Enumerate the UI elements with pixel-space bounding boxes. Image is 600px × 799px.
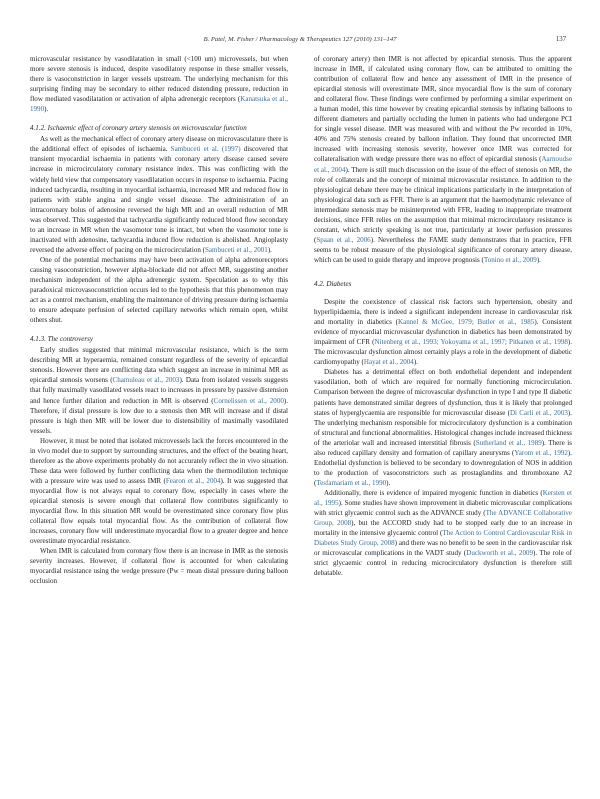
paragraph: Early studies suggested that minimal microvascular resistance, which is the term describing MR at hyperaemia, remained constant regardless of the severity of epicardial stenosis. However there are conflicting data which suggest an increase in minimal MR as epicardial stenosis worsens (Chamuleau et al., 2003). Data from isolated vessels suggests that fully maximally vasodilated vessels react to increases in pressure by passive distension and hence further dilation and reduction in MR is observed (Cornelissen et al., 2000). Therefore, if distal pressure is low due to a stenosis then MR will increase and if distal pressure is high then MR will be lower due to distensibility of maximally vasodilated vessels. <box>30 346 288 435</box>
running-head <box>30 36 570 48</box>
right-column <box>314 54 572 578</box>
citation-link[interactable]: Chamuleau et al., 2003 <box>112 376 180 385</box>
citation-link[interactable]: Sutherland et al., 1989 <box>475 438 542 447</box>
page-number: 137 <box>555 36 566 43</box>
citation-link[interactable]: Fearon et al., 2004 <box>165 476 221 485</box>
paragraph: However, it must be noted that isolated microvessels lack the forces encountered in the in vivo model due to support by surrounding structures, and the effect of the beating heart, therefore as the above experiments probably do not accurately reflect the in vivo situation. These data were followed by further conflicting data when the thermodilution technique with a pressure wire was used to assess IMR (Fearon et al., 2004). It was suggested that myocardial flow is not always equal to coronary flow, especially in cases where the epicardial stenosis is severe enough that collateral flow contributes significantly to myocardial flow. In this situation MR would be overestimated since coronary flow plus collateral flow equals total myocardial flow. As the contribution of collateral flow increases, coronary flow will underestimate myocardial flow to a greater degree and hence overestimate myocardial resistance. <box>30 436 288 546</box>
citation-link[interactable]: Kannel & McGee, 1979; Butler et al., 1985 <box>398 318 535 327</box>
citation-link[interactable]: The Action to Control Cardiovascular Risk in Diabetes Study Group, 2008 <box>314 529 572 548</box>
citation-link[interactable]: Kanatsuka et al., 1990 <box>30 95 288 114</box>
citation-link[interactable]: Sambuceti et al., 2001 <box>204 245 268 254</box>
paragraph: of coronary artery) then IMR is not affected by epicardial stenosis. Thus the apparent increase in IMR, if calculated using coronary flow, can be attributed to omitting the contribution of collateral flow and hence any assessment of IMR in the presence of epicardial stenosis will overestimate IMR, since myocardial flow is the sum of coronary and collateral flow. These findings were confirmed by performing a similar experiment on a human model, this time however by creating epicardial stenosis by inflating balloons to different diameters and partially occluding the lumen in patients who had undergone PCI for single vessel disease. IMR was measured with and without the Pw recorded in 10%, 40% and 75% stenosis created by balloon inflation. They found that uncorrected IMR increased with increasing stenosis severity, however once IMR was corrected for collateralisation with wedge pressure there was no effect of epicardial stenosis (Aarnoudse et al., 2004). There is still much discussion on the issue of the effect of stenosis on MR, the role of collaterals and the concept of minimal microvascular resistance. In addition to the physiological debate there may be clinical implications particularly in the interpretation of physiological data such as FFR. There is an argument that the haemodynamic relevance of intermediate stenosis may be misinterpreted with FFR, leading to inappropriate treatment decisions, since FFR relies on the assumption that minimal microcirculatory resistance is constant, which strictly speaking is not true, particularly at lower perfusion pressures (Spaan et al., 2006). Nevertheless the FAME study demonstrates that in practice, FFR seems to be robust measure of the physiological significance of coronary artery disease, which can be used to guide therapy and improve prognosis (Tonino et al., 2009). <box>314 55 573 264</box>
left-column <box>30 54 288 586</box>
paragraph: One of the potential mechanisms may have been activation of alpha adrenoreceptors causing vasoconstriction, however alpha-blockade did not affect MR, suggesting another mechanism independent of the alpha adrenergic system. Speculation as to why this paradoxical microvasoconstriction occurs led to the hypothesis that this phenomenon may act as a control mechanism, enabling the maintenance of driving pressure during ischaemia to ensure adequate perfusion of selected capillary networks which remain open, whilst others shut. <box>30 255 288 325</box>
citation-link[interactable]: Tesfamariam et al., 1990 <box>316 478 387 487</box>
citation-link[interactable]: Aarnoudse et al., 2004 <box>314 155 572 174</box>
citation-link[interactable]: Yarom et al., 1992 <box>514 448 568 457</box>
running-head-text: B. Patel, M. Fisher / Pharmacology & Therapeutics 127 (2010) 131–147 <box>203 36 397 43</box>
paragraph: Diabetes has a detrimental effect on both endothelial dependent and independent vasodilation, both of which are required for normally functioning microcirculation. Comparison between the degree of microvascular dysfunction in type I and type II diabetic patients have demonstrated similar degrees of dysfunction, thus it is likely that prolonged states of hyperglycaemia are responsible for microvascular disease (Di Carli et al., 2003). The underlying mechanism responsible for microcirculatory dysfunction is a combination of structural and functional abnormalities. Histological changes include increased thickness of the arteriolar wall and increased interstitial fibrosis (Sutherland et al., 1989). There is also reduced capillary density and formation of capillary aneurysms (Yarom et al., 1992). Endothelial dysfunction is believed to be secondary to downregulation of NOS in addition to the production of vasoconstrictors such as prostaglandins and thromboxane A2 (Tesfamariam et al., 1990). <box>314 368 573 487</box>
paragraph: As well as the mechanical effect of coronary artery disease on microvasculature there is the additional effect of episodes of ischaemia. Sambuceti et al. (1997) discovered that transient myocardial ischaemia in patients with coronary artery disease caused severe increase in microcirculatory coronary resistance index. This was conflicting with the widely held view that compensatory vasodilatation occurs in response to ischaemia. Pacing induced tachycardia, resulting in myocardial ischaemia, increased MR and reduced flow in patients with stable angina and single vessel disease. The administration of an intracoronary bolus of adenosine reversed the high MR and an overall reduction of MR was observed. This suggested that tachycardia significantly reduced blood flow secondary to an increase in MR when the vasomotor tone is intact, but when the vasomotor tone is inactivated with adenosine, tachycardia induced flow reduction is abolished. Angioplasty reversed the adverse effect of pacing on the microcirculation (Sambuceti et al., 2001). <box>30 135 288 254</box>
citation-link[interactable]: Kersten et al., 1995 <box>314 488 572 507</box>
citation-link[interactable]: Tonino et al., 2009 <box>483 255 537 264</box>
citation-link[interactable]: Nitenberg et al., 1993; Yokoyama et al., 1997; Pitkanen et al., 1998 <box>374 338 568 347</box>
citation-link[interactable]: The ADVANCE Collaborative Group, 2008 <box>314 509 572 528</box>
citation-link[interactable]: Di Carli et al., 2003 <box>509 408 568 417</box>
citation-link[interactable]: Hayat et al., 2004 <box>363 358 414 367</box>
paragraph: Despite the coexistence of classical risk factors such hypertension, obesity and hyperlipidaemia, there is indeed a significant independent increase in cardiovascular risk and mortality in diabetics (Kannel & McGee, 1979; Butler et al., 1985). Consistent evidence of myocardial microvascular dysfunction in diabetics has been demonstrated by impairment of CFR (Nitenberg et al., 1993; Yokoyama et al., 1997; Pitkanen et al., 1998). The microvascular dysfunction almost certainly plays a role in the development of diabetic cardiomyopathy (Hayat et al., 2004). <box>314 298 572 367</box>
citation-link[interactable]: Spaan et al., 2006 <box>316 235 371 244</box>
section-heading: 4.1.2. Ischaemic effect of coronary artery stenosis on microvascular function <box>30 124 247 133</box>
paragraph: When IMR is calculated from coronary flow there is an increase in IMR as the stenosis severity increases. However, if collateral flow is accounted for when calculating myocardial resistance using the wedge pressure (Pw = mean distal pressure during balloon occlusion <box>30 547 288 586</box>
citation-link[interactable]: Sambuceti et al. (1997) <box>170 145 241 154</box>
section-heading: 4.2. Diabetes <box>314 279 352 288</box>
citation-link[interactable]: Cornelissen et al., 2000 <box>213 396 284 405</box>
paragraph: microvascular resistance by vasodilatation in small (<100 um) microvessels, but when more severe stenosis is induced, despite vasodilatory response in these smaller vessels, there is vasoconstriction in larger vessels upstream. The underlying mechanism for this surprising finding may be secondary to either reduced distending pressure, reduction in flow mediated vasodilatation or activation of alpha adrenergic receptors (Kanatsuka et al., 1990). <box>30 55 288 114</box>
citation-link[interactable]: Duckworth et al., 2009 <box>466 549 534 558</box>
paragraph: Additionally, there is evidence of impaired myogenic function in diabetics (Kersten et al., 1995). Some studies have shown improvement in diabetic microvascular complications with strict glycaemic control such as the ADVANCE study (The ADVANCE Collaborative Group, 2008), but the ACCORD study had to be stopped early due to an increase in mortality in the intensive glycaemic control (The Action to Control Cardiovascular Risk in Diabetes Study Group, 2008) and there was no benefit to be seen in the cardiovascular risk or microvascular complications in the VADT study (Duckworth et al., 2009). The role of strict glycaemic control in reducing microcirculatory dysfunction is therefore still debatable. <box>314 488 573 578</box>
section-heading: 4.1.3. The controversy <box>30 335 93 344</box>
